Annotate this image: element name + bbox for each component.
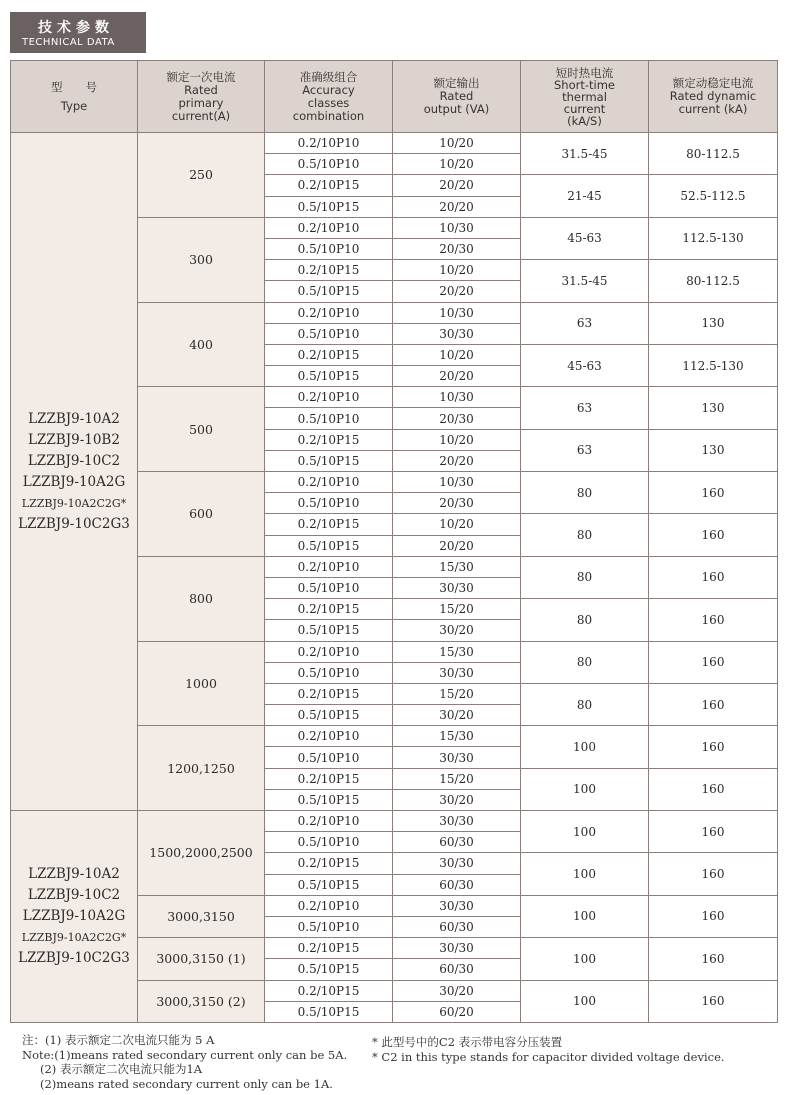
accuracy-cell: 0.5/10P15 <box>265 874 393 895</box>
output-cell: 15/30 <box>393 641 521 662</box>
accuracy-cell: 0.2/10P10 <box>265 387 393 408</box>
primary-current-cell: 3000,3150 (1) <box>138 938 265 980</box>
output-cell: 20/20 <box>393 175 521 196</box>
primary-current-cell: 250 <box>138 133 265 218</box>
header-short-time: 短时热电流 Short-time thermal current (kA/S) <box>521 61 649 133</box>
accuracy-cell: 0.5/10P10 <box>265 577 393 598</box>
short-time-cell: 21-45 <box>521 175 649 217</box>
short-time-cell: 45-63 <box>521 217 649 259</box>
accuracy-cell: 0.2/10P10 <box>265 726 393 747</box>
output-cell: 30/20 <box>393 789 521 810</box>
accuracy-cell: 0.5/10P15 <box>265 196 393 217</box>
output-cell: 20/20 <box>393 196 521 217</box>
note-line: Note:(1)means rated secondary current only can be 5A. <box>22 1047 348 1062</box>
note-line: (2) 表示额定二次电流只能为1A <box>40 1062 203 1076</box>
output-cell: 10/30 <box>393 217 521 238</box>
accuracy-cell: 0.2/10P15 <box>265 260 393 281</box>
primary-current-cell: 1000 <box>138 641 265 726</box>
header-output: 额定输出 Rated output (VA) <box>393 61 521 133</box>
accuracy-cell: 0.5/10P10 <box>265 154 393 175</box>
dynamic-cell: 160 <box>649 895 778 937</box>
output-cell: 15/20 <box>393 683 521 704</box>
output-cell: 15/20 <box>393 768 521 789</box>
type-model: LZZBJ9-10A2G <box>22 907 126 924</box>
output-cell: 30/30 <box>393 853 521 874</box>
output-cell: 60/30 <box>393 959 521 980</box>
table-body <box>11 133 778 1023</box>
type-model: LZZBJ9-10C2 <box>27 886 121 903</box>
output-cell: 20/20 <box>393 535 521 556</box>
dynamic-cell: 160 <box>649 556 778 598</box>
technical-data-table <box>10 60 778 1023</box>
accuracy-cell: 0.2/10P15 <box>265 175 393 196</box>
dynamic-cell: 160 <box>649 683 778 725</box>
primary-current-cell: 800 <box>138 556 265 641</box>
accuracy-cell: 0.5/10P10 <box>265 832 393 853</box>
accuracy-cell: 0.5/10P15 <box>265 450 393 471</box>
output-cell: 60/20 <box>393 1001 521 1022</box>
accuracy-cell: 0.5/10P10 <box>265 408 393 429</box>
short-time-cell: 100 <box>521 768 649 810</box>
dynamic-cell: 112.5-130 <box>649 344 778 386</box>
notes-right <box>372 1035 725 1064</box>
short-time-cell: 31.5-45 <box>521 260 649 302</box>
accuracy-cell: 0.5/10P10 <box>265 747 393 768</box>
accuracy-cell: 0.5/10P15 <box>265 705 393 726</box>
accuracy-cell: 0.5/10P10 <box>265 662 393 683</box>
output-cell: 20/30 <box>393 238 521 259</box>
table-header-row <box>11 61 778 133</box>
type-model: LZZBJ9-10A2G <box>22 473 126 490</box>
short-time-cell: 100 <box>521 980 649 1022</box>
type-model: LZZBJ9-10A2 <box>28 410 120 427</box>
header-dynamic: 额定动稳定电流 Rated dynamic current (kA) <box>649 61 778 133</box>
dynamic-cell: 130 <box>649 302 778 344</box>
note-line: 注：(1) 表示额定二次电流只能为 5 A <box>22 1033 215 1047</box>
output-cell: 20/20 <box>393 281 521 302</box>
accuracy-cell: 0.2/10P15 <box>265 768 393 789</box>
accuracy-cell: 0.2/10P15 <box>265 938 393 959</box>
accuracy-cell: 0.2/10P15 <box>265 599 393 620</box>
dynamic-cell: 130 <box>649 387 778 429</box>
short-time-cell: 80 <box>521 514 649 556</box>
output-cell: 60/30 <box>393 916 521 937</box>
section-title <box>10 12 146 53</box>
dynamic-cell: 160 <box>649 938 778 980</box>
accuracy-cell: 0.5/10P15 <box>265 281 393 302</box>
output-cell: 30/30 <box>393 577 521 598</box>
accuracy-cell: 0.2/10P15 <box>265 429 393 450</box>
header-accuracy: 准确级组合 Accuracy classes combination <box>265 61 393 133</box>
short-time-cell: 100 <box>521 895 649 937</box>
output-cell: 30/20 <box>393 980 521 1001</box>
dynamic-cell: 80-112.5 <box>649 133 778 175</box>
type-model: LZZBJ9-10C2G3 <box>18 515 130 532</box>
accuracy-cell: 0.2/10P15 <box>265 514 393 535</box>
dynamic-cell: 160 <box>649 641 778 683</box>
output-cell: 10/30 <box>393 472 521 493</box>
output-cell: 20/20 <box>393 450 521 471</box>
output-cell: 10/30 <box>393 387 521 408</box>
accuracy-cell: 0.2/10P10 <box>265 472 393 493</box>
dynamic-cell: 160 <box>649 853 778 895</box>
output-cell: 10/20 <box>393 133 521 154</box>
accuracy-cell: 0.2/10P10 <box>265 895 393 916</box>
output-cell: 30/20 <box>393 705 521 726</box>
output-cell: 30/30 <box>393 662 521 683</box>
accuracy-cell: 0.5/10P15 <box>265 789 393 810</box>
short-time-cell: 80 <box>521 472 649 514</box>
accuracy-cell: 0.5/10P15 <box>265 1001 393 1022</box>
dynamic-cell: 160 <box>649 726 778 768</box>
short-time-cell: 63 <box>521 387 649 429</box>
accuracy-cell: 0.2/10P10 <box>265 217 393 238</box>
short-time-cell: 80 <box>521 641 649 683</box>
output-cell: 30/20 <box>393 620 521 641</box>
accuracy-cell: 0.2/10P10 <box>265 133 393 154</box>
header-primary-current: 额定一次电流 Rated primary current(A) <box>138 61 265 133</box>
note-line: (2)means rated secondary current only can be 1A. <box>40 1076 333 1091</box>
primary-current-cell: 400 <box>138 302 265 387</box>
output-cell: 20/30 <box>393 493 521 514</box>
output-cell: 30/30 <box>393 323 521 344</box>
accuracy-cell: 0.2/10P10 <box>265 641 393 662</box>
short-time-cell: 100 <box>521 853 649 895</box>
short-time-cell: 45-63 <box>521 344 649 386</box>
short-time-cell: 80 <box>521 556 649 598</box>
output-cell: 10/20 <box>393 429 521 450</box>
accuracy-cell: 0.2/10P15 <box>265 683 393 704</box>
output-cell: 10/20 <box>393 260 521 281</box>
note-line: * C2 in this type stands for capacitor divided voltage device. <box>372 1049 725 1064</box>
accuracy-cell: 0.2/10P10 <box>265 556 393 577</box>
dynamic-cell: 160 <box>649 514 778 556</box>
primary-current-cell: 500 <box>138 387 265 472</box>
dynamic-cell: 130 <box>649 429 778 471</box>
output-cell: 20/20 <box>393 366 521 387</box>
short-time-cell: 100 <box>521 938 649 980</box>
section-title-en: TECHNICAL DATA <box>22 37 115 48</box>
accuracy-cell: 0.5/10P10 <box>265 323 393 344</box>
dynamic-cell: 160 <box>649 811 778 853</box>
output-cell: 30/30 <box>393 895 521 916</box>
output-cell: 10/30 <box>393 302 521 323</box>
type-model: LZZBJ9-10A2C2G* <box>21 496 127 510</box>
output-cell: 15/30 <box>393 556 521 577</box>
short-time-cell: 80 <box>521 683 649 725</box>
dynamic-cell: 160 <box>649 980 778 1022</box>
primary-current-cell: 1500,2000,2500 <box>138 811 265 896</box>
type-model: LZZBJ9-10A2 <box>28 865 120 882</box>
section-title-cn: 技术参数 <box>38 20 114 36</box>
accuracy-cell: 0.2/10P10 <box>265 811 393 832</box>
accuracy-cell: 0.5/10P15 <box>265 366 393 387</box>
output-cell: 10/20 <box>393 154 521 175</box>
output-cell: 20/30 <box>393 408 521 429</box>
primary-current-cell: 1200,1250 <box>138 726 265 811</box>
output-cell: 30/30 <box>393 938 521 959</box>
type-model: LZZBJ9-10C2 <box>27 452 121 469</box>
short-time-cell: 80 <box>521 599 649 641</box>
table-row <box>11 811 778 832</box>
accuracy-cell: 0.2/10P15 <box>265 980 393 1001</box>
output-cell: 15/20 <box>393 599 521 620</box>
type-model: LZZBJ9-10B2 <box>28 431 120 448</box>
primary-current-cell: 600 <box>138 472 265 557</box>
accuracy-cell: 0.5/10P15 <box>265 620 393 641</box>
accuracy-cell: 0.2/10P10 <box>265 302 393 323</box>
short-time-cell: 63 <box>521 302 649 344</box>
dynamic-cell: 80-112.5 <box>649 260 778 302</box>
primary-current-cell: 300 <box>138 217 265 302</box>
output-cell: 30/30 <box>393 811 521 832</box>
dynamic-cell: 160 <box>649 768 778 810</box>
dynamic-cell: 112.5-130 <box>649 217 778 259</box>
note-line: * 此型号中的C2 表示带电容分压装置 <box>372 1035 563 1049</box>
short-time-cell: 63 <box>521 429 649 471</box>
short-time-cell: 100 <box>521 811 649 853</box>
output-cell: 10/20 <box>393 344 521 365</box>
output-cell: 60/30 <box>393 874 521 895</box>
output-cell: 10/20 <box>393 514 521 535</box>
type-cell <box>11 133 138 811</box>
header-type: 型 号 Type <box>11 61 138 133</box>
accuracy-cell: 0.5/10P10 <box>265 238 393 259</box>
output-cell: 30/30 <box>393 747 521 768</box>
type-model: LZZBJ9-10A2C2G* <box>21 930 127 944</box>
type-cell <box>11 811 138 1023</box>
short-time-cell: 31.5-45 <box>521 133 649 175</box>
primary-current-cell: 3000,3150 <box>138 895 265 937</box>
dynamic-cell: 160 <box>649 599 778 641</box>
primary-current-cell: 3000,3150 (2) <box>138 980 265 1022</box>
type-model: LZZBJ9-10C2G3 <box>18 949 130 966</box>
accuracy-cell: 0.2/10P15 <box>265 344 393 365</box>
accuracy-cell: 0.5/10P15 <box>265 535 393 556</box>
accuracy-cell: 0.5/10P10 <box>265 493 393 514</box>
dynamic-cell: 160 <box>649 472 778 514</box>
accuracy-cell: 0.2/10P15 <box>265 853 393 874</box>
short-time-cell: 100 <box>521 726 649 768</box>
accuracy-cell: 0.5/10P15 <box>265 959 393 980</box>
output-cell: 15/30 <box>393 726 521 747</box>
dynamic-cell: 52.5-112.5 <box>649 175 778 217</box>
output-cell: 60/30 <box>393 832 521 853</box>
accuracy-cell: 0.5/10P10 <box>265 916 393 937</box>
table-row <box>11 133 778 154</box>
notes-left <box>22 1033 347 1091</box>
